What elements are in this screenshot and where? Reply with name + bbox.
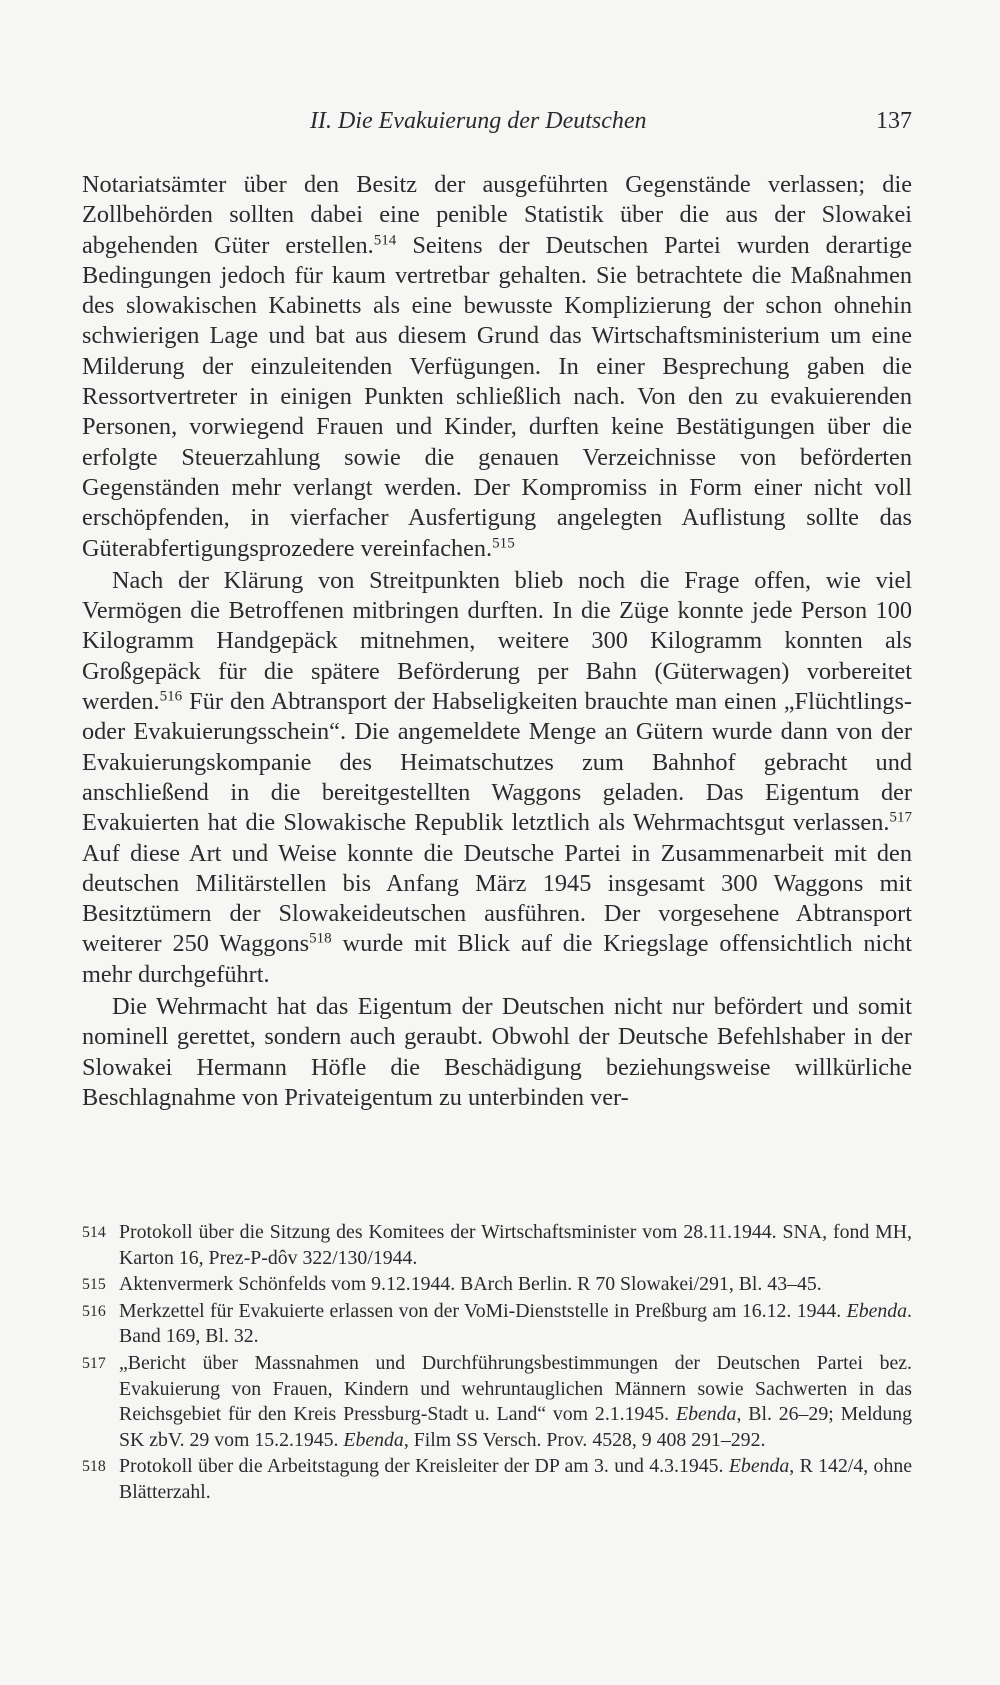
paragraph-text: Die Wehrmacht hat das Eigentum der Deutschen nicht nur befördert und somit nominell gerettet, sondern auch geraubt. Obwohl der Deutsche Befehlshaber in der Slowakei Hermann Höfle die Beschädigung beziehungsweise willkürliche Beschlagnahme von Privateigentum zu unterbinden ver- <box>82 993 912 1111</box>
footnote-ref-514[interactable]: 514 <box>373 232 397 249</box>
footnote-number: 517 <box>82 1354 106 1372</box>
footnote-ebenda: Ebenda <box>343 1428 404 1451</box>
footnote-number: 515 <box>82 1276 106 1294</box>
paragraph-1 <box>82 170 912 564</box>
footnote-number: 518 <box>82 1458 106 1476</box>
footnote-ref-516[interactable]: 516 <box>159 688 183 705</box>
footnote-ebenda: Ebenda <box>676 1403 737 1426</box>
footnote-number: 514 <box>82 1224 106 1241</box>
footnote-ebenda: Ebenda <box>728 1455 790 1478</box>
footnote-text: . Band 169, Bl. 32. <box>119 1299 912 1348</box>
paragraph-text: Nach der Klärung von Streitpunkten blieb noch die Frage offen, wie viel Vermögen die Betroffenen mitbringen durften. In die Züge konnte jede Person 100 Kilogramm Handgepäck mitnehmen, weitere 300 Kilogramm konnten als Großgepäck für die spätere Beförderung per Bahn (Güterwagen) vorbereitet werden. <box>82 566 912 716</box>
footnote-text: Protokoll über die Arbeitstagung der Kreisleiter der DP am 3. und 4.3.1945. <box>119 1455 729 1478</box>
footnote-ref-515[interactable]: 515 <box>492 535 515 552</box>
footnote-518 <box>82 1454 912 1505</box>
footnote-516 <box>82 1299 912 1350</box>
running-head <box>82 108 912 148</box>
footnote-ref-518[interactable]: 518 <box>309 931 332 948</box>
footnote-text: Merkzettel für Evakuierte erlassen von der VoMi-Dienststelle in Preßburg am 16.12. 1944. <box>119 1299 847 1322</box>
footnote-515 <box>82 1272 912 1298</box>
footnote-text: Protokoll über die Sitzung des Komitees der Wirtschaftsminister vom 28.11.1944. SNA, fond MH, Karton 16, Prez-P-dôv 322/130/1944. <box>119 1221 912 1269</box>
paragraph-text: Auf diese Art und Weise konnte die Deutsche Partei in Zusammenarbeit mit den deutschen Militärstellen bis Anfang März 1945 insgesamt 300 Waggons mit Besitztümern der Slowakeideutschen ausführen. Der vorgesehene Abtransport weiterer 250 Waggons <box>82 839 912 958</box>
footnote-text: , Bl. 26–29; Meldung SK zbV. 29 vom 15.2.1945. <box>119 1403 912 1451</box>
footnotes <box>82 1220 912 1507</box>
footnote-number: 516 <box>82 1302 106 1320</box>
footnote-514 <box>82 1220 912 1271</box>
footnote-text: Aktenvermerk Schönfelds vom 9.12.1944. BArch Berlin. R 70 Slowakei/291, Bl. 43–45. <box>119 1273 822 1296</box>
paragraph-text: wurde mit Blick auf die Kriegslage offensichtlich nicht mehr durchgeführt. <box>82 930 912 988</box>
paragraph-3 <box>82 992 912 1113</box>
footnote-text: , R 142/4, ohne Blätterzahl. <box>119 1455 912 1503</box>
paragraph-text: Für den Abtransport der Habseligkeiten brauchte man einen „Flüchtlings- oder Evakuierungsschein“. Die angemeldete Menge an Gütern wurde dann von der Evakuierungskompanie des Heimatschutzes zum Bahnhof gebracht und anschließend in die bereitgestellten Waggons geladen. Das Eigentum der Evakuierten hat die Slowakische Republik letztlich als Wehrmachtsgut verlassen. <box>82 688 912 837</box>
footnote-ebenda: Ebenda <box>846 1299 908 1322</box>
paragraph-text: Seitens der Deutschen Partei wurden derartige Bedingungen jedoch für kaum vertretbar gehalten. Sie betrachtete die Maßnahmen des slowakischen Kabinetts als eine bewusste Komplizierung der schon ohnehin schwierigen Lage und bat aus diesem Grund das Wirtschaftsministerium um eine Milderung der einzuleitenden Verfügungen. In einer Besprechung gaben die Ressortvertreter in einigen Punkten schließlich nach. Von den zu evakuierenden Personen, vorwiegend Frauen und Kinder, durften keine Bestätigungen über die erfolgte Steuerzahlung sowie die genauen Verzeichnisse von beförderten Gegenständen mehr verlangt werden. Der Kompromiss in Form einer nicht voll erschöpfenden, in vierfacher Ausfertigung angelegten Auflistung sollte das Güterabfertigungsprozedere vereinfachen. <box>82 231 913 562</box>
running-title: II. Die Evakuierung der Deutschen <box>310 108 647 134</box>
body-text <box>82 170 912 1113</box>
footnote-517 <box>82 1351 912 1453</box>
paragraph-2 <box>82 566 912 990</box>
footnote-ref-517[interactable]: 517 <box>889 809 912 826</box>
footnote-text: „Bericht über Massnahmen und Durchführungsbestimmungen der Deutschen Partei bez. Evakuierung von Frauen, Kindern und wehruntauglichen Männern sowie Sachwerten in das Reichsgebiet für den Kreis Pressburg-Stadt u. Land“ vom 2.1.1945. <box>119 1351 912 1426</box>
page-number: 137 <box>876 108 912 134</box>
paragraph-text: Notariatsämter über den Besitz der ausgeführten Gegenstände verlassen; die Zollbehörden sollten dabei eine penible Statistik über die aus der Slowakei abgehenden Güter erstellen. <box>82 171 912 259</box>
footnote-text: , Film SS Versch. Prov. 4528, 9 408 291–292. <box>403 1428 766 1451</box>
